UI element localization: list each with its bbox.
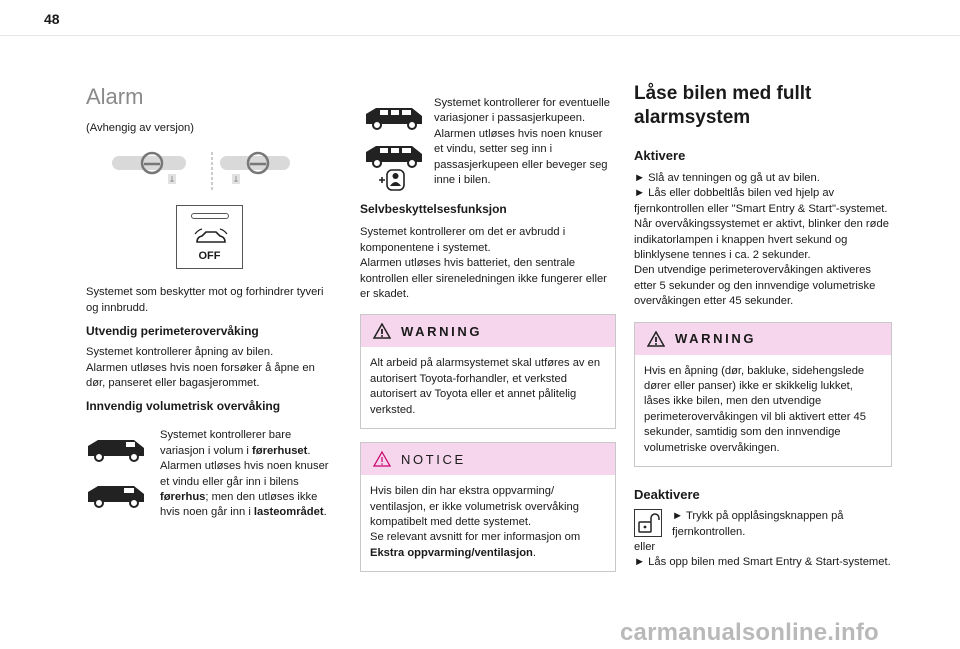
deactivate-step-1: ► Trykk på opplåsingsknappen på fjernkontrollen. <box>672 510 844 538</box>
heading-interior: Innvendig volumetrisk overvåking <box>86 399 281 414</box>
section-title-alarm: Alarm <box>86 84 144 109</box>
warning-box <box>360 314 616 429</box>
notice-triangle-icon <box>373 451 391 467</box>
notice-box <box>360 442 616 572</box>
van-icon <box>364 102 426 132</box>
deactivate-step-2: ► Lås opp bilen med Smart Entry & Start-systemet. <box>634 556 891 569</box>
self-text-2: Alarmen utløses hvis batteriet, den sentrale kontrollen eller sireneledningen ikke fungerer eller er skadet. <box>360 257 607 301</box>
interior-text: Systemet kontrollerer bare variasjon i volum i førerhuset. Alarmen utløses hvis noen knuser et vindu eller går inn i bilens førerhus; men den utløses ikke hvis noen går inn i lasteområdet. <box>160 429 329 519</box>
car-alarm-icon <box>194 228 228 248</box>
passenger-monitor-text: Systemet kontrollerer for eventuelle variasjoner i passasjerkupeen. Alarmen utløses hvis noen knuser et vindu, setter seg inn i passasjerkupeen eller beveger seg inne i bilen. <box>434 97 610 187</box>
exterior-text-2: Alarmen utløses hvis noen forsøker å åpne en dør, panseret eller bagasjerommet. <box>86 361 315 390</box>
section-title-lock: Låse bilen med fullt alarmsystem <box>634 83 812 128</box>
watermark: carmanualsonline.info <box>620 619 879 646</box>
alarm-off-button-illustration <box>176 205 243 269</box>
dashboard-sensor-illustration <box>110 150 336 197</box>
exterior-text-1: Systemet kontrollerer åpning av bilen. <box>86 346 274 359</box>
heading-activate: Aktivere <box>634 148 686 163</box>
warning-triangle-icon <box>647 331 665 347</box>
padlock-open-icon <box>635 510 661 536</box>
deactivate-or: eller <box>634 540 656 553</box>
notice-title: NOTICE <box>401 451 466 467</box>
page-number: 48 <box>44 11 60 27</box>
warning-box <box>634 322 892 467</box>
heading-self-protection: Selvbeskyttelsesfunksjon <box>360 202 507 217</box>
top-divider <box>0 35 960 36</box>
column-3 <box>634 82 892 571</box>
self-text-1: Systemet kontrollerer om det er avbrudd i komponentene i systemet. <box>360 226 566 254</box>
warning-triangle-icon <box>373 323 391 339</box>
warning-text: Hvis en åpning (dør, bakluke, sidehengslede dører eller panser) ikke er skikkelig lukket, låses ikke bilen, men den utvendige perimeterovervåkingen vil bli aktivert etter 45 sekunder, samtidig som den innvendige volumetriske overvåkingen. <box>644 364 866 454</box>
person-alert-icon <box>378 168 406 192</box>
indicator-lamp <box>191 213 229 219</box>
version-note: (Avhengig av versjon) <box>86 122 194 134</box>
van-icon <box>86 480 148 510</box>
activate-text: ► Slå av tenningen og gå ut av bilen. ► Lås eller dobbeltlås bilen ved hjelp av fjernkontrollen eller "Smart Entry & Start"-systemet. Når overvåkingssystemet er aktivt, blinker den røde indikatorlampen i knappen hvert sekund og blinklysene tennes i ca. 2 sekunder. Den utvendige perimeterovervåkingen aktiveres etter 5 sekunder og den innvendige volumetriske overvåkingen etter 45 sekunder. <box>634 172 889 308</box>
notice-text: Hvis bilen din har ekstra oppvarming/ ventilasjon, er ikke volumetrisk overvåking kompatibelt med dette systemet. Se relevant avsnitt for mer informasjon om Ekstra oppvarming/ventilasjon. <box>370 485 581 559</box>
warning-text: Alt arbeid på alarmsystemet skal utføres av en autorisert Toyota-forhandler, et verksted autorisert av Toyota eller et annet pålitelig verksted. <box>370 357 601 416</box>
column-2 <box>360 96 616 572</box>
unlock-button-icon <box>634 509 662 537</box>
column-1 <box>86 82 336 521</box>
heading-exterior: Utvendig perimeterovervåking <box>86 324 259 339</box>
heading-deactivate: Deaktivere <box>634 487 700 503</box>
van-icon <box>86 434 148 464</box>
off-label: OFF <box>198 250 221 263</box>
warning-title: WARNING <box>675 331 757 347</box>
warning-title: WARNING <box>401 323 483 339</box>
intro-text: Systemet som beskytter mot og forhindrer tyveri og innbrudd. <box>86 286 324 314</box>
van-icon <box>364 140 426 170</box>
